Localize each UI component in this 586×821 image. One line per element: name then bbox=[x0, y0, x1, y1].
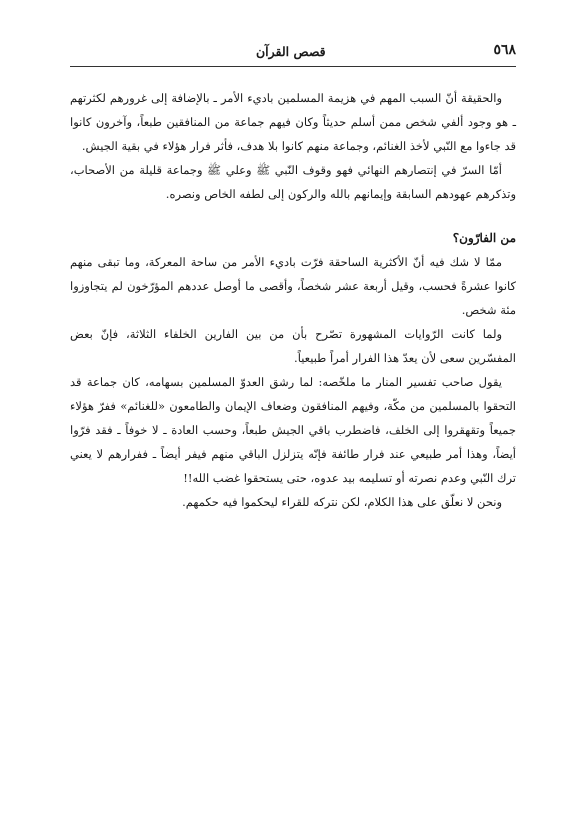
paragraph: ولما كانت الرّوايات المشهورة تصّرح بأن من بين الفارين الخلفاء الثلاثة، فإنّ بعض المفسّرين سعى لأن يعدّ هذا الفرار أمراً طبيعياً. bbox=[70, 327, 516, 365]
paragraph: ونحن لا نعلّق على هذا الكلام، لكن نتركه للقراء ليحكموا فيه حكمهم. bbox=[182, 495, 502, 509]
paragraph: يقول صاحب تفسير المنار ما ملخّصه: لما رشق العدوّ المسلمين بسهامه، كان جماعة قد التحقوا بالمسلمين من مكّة، وفيهم المنافقون وضعاف الإيمان والطامعون «للغنائم» ففرّ هؤلاء جميعاً وتقهقروا إلى الخلف، فاضطرب باقي الجيش طبعاً، وحسب العادة ـ لا خوفاً ـ فقد فرّوا أيضاً، وهذا أمر طبيعي عند فرار طائفة فإنّه يتزلزل الباقي منهم فيفر أيضاً ـ ففرارهم لا يعني ترك النّبي وعدم نصرته أو تسليمه بيد عدوه، حتى يستحقوا غضب الله!! bbox=[70, 375, 516, 485]
paragraph: أمّا السرّ في إنتصارهم النهائي فهو وقوف النّبي ﷺ وعلي ﷺ وجماعة قليلة من الأصحاب، وتذكرهم عهودهم السابقة وإيمانهم بالله والركون إلى لطفه الخاص ونصره. bbox=[70, 163, 516, 201]
running-title: قصص القرآن bbox=[256, 44, 326, 59]
paragraph: والحقيقة أنّ السبب المهم في هزيمة المسلمين باديء الأمر ـ بالإضافة إلى غرورهم لكثرتهم ـ هو وجود ألفي شخص ممن أسلم حديثاً وكان فيهم جماعة من المنافقين طبعاً، وآخرون كانوا قد جاءوا مع النّبي لأخذ الغنائم، وجماعة منهم كانوا بلا هدف، فأثر فرار هؤلاء في بقية الجيش. bbox=[70, 91, 516, 153]
section-heading: من الفارّون؟ bbox=[452, 231, 516, 245]
page-body bbox=[70, 86, 516, 514]
page-number: ٥٦٨ bbox=[493, 42, 516, 58]
header-rule bbox=[70, 66, 516, 67]
paragraph: ممّا لا شك فيه أنّ الأكثرية الساحقة فرّت باديء الأمر من ساحة المعركة، وما تبقى منهم كانوا عشرةً فحسب، وقيل أربعة عشر شخصاً، وأقصى ما أوصل عددهم المؤرّخون لم يتجاوزوا مئة شخص. bbox=[70, 255, 516, 317]
page-header bbox=[70, 42, 516, 64]
